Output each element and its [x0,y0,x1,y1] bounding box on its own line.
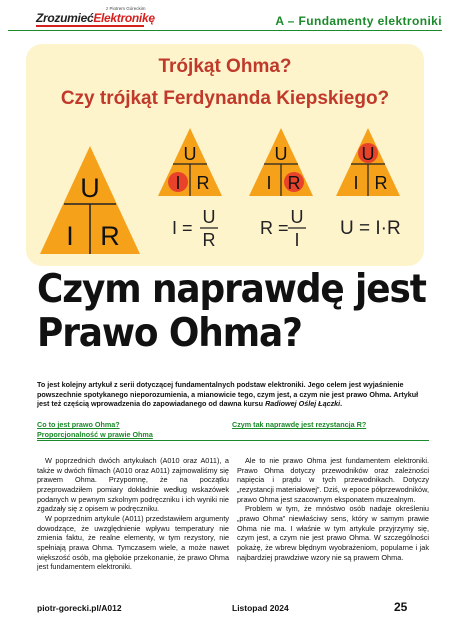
triangle-r: R [100,221,120,251]
footer-date: Listopad 2024 [232,603,289,613]
section-name: Fundamenty elektroniki [298,14,442,28]
paragraph: Problem w tym, że mnóstwo osób nadaje określeniu „prawo Ohma” niewłaściwy sens, który w samym prawie Ohma nie ma. I właśnie w tym artykule przyjrzymy się, czym jest, a czym nie jest prawo Ohma. W szczególności pokażę, że wbrew błędnym wyobrażeniom, popularne i jak najbardziej prawdziwe wzory nie są prawem Ohma. [237,504,429,562]
lead-course: Radiowej Oślej Łączki [265,399,341,409]
footer-site[interactable]: piotr-gorecki.pl/A012 [37,603,122,613]
logo-underline [36,25,144,27]
ohm-triangle-current [158,128,222,196]
triangle-r: R [196,173,210,193]
triangle-u: U [183,144,197,164]
header-rule [8,30,442,31]
formula-numerator: U [290,207,304,227]
article-left-column [37,456,229,572]
ohm-triangle-resistance [249,128,313,196]
triangle-r: R [374,173,388,193]
toc-link-what-is-ohm[interactable]: Co to jest prawo Ohma? [37,420,120,429]
article-lead [37,380,429,409]
formula-voltage: U = I·R [340,218,401,239]
magazine-logo [36,4,155,26]
article-right-column [237,456,429,562]
lead-text: To jest kolejny artykuł z serii dotyczącej fundamentalnych podstaw elektroniki. Jego celem jest wyjaśnienie powszechnie spotykanego nieporozumienia, a mianowicie tego, czym jest, a czym nie jest prawo Ohma. Artykuł jest też częścią wprowadzenia do zapowiadanego od dawna kursu [37,380,419,409]
illustration-title-line1: Trójkąt Ohma? [158,56,292,77]
headline-line2: Prawo Ohma? [37,311,302,356]
headline-line1: Czym naprawdę jest [37,267,426,312]
triangle-u: U [361,144,375,164]
article-headline [37,268,426,356]
formula-numerator: U [202,207,216,227]
ohm-triangle-large [40,146,140,254]
lead-end: . [340,399,343,409]
toc-link-proportionality[interactable]: Proporcjonalność w prawie Ohma [37,430,153,439]
logo-subtitle: z Piotrem Góreckim [106,6,146,11]
triangle-u: U [80,173,100,203]
page-number: 25 [394,600,408,614]
triangle-i: I [175,173,181,193]
toc-link-resistance[interactable]: Czym tak naprawdę jest rezystancja R? [232,420,367,429]
formula-resistance [260,206,316,250]
triangle-u: U [274,144,288,164]
logo-part1: Zrozumieć [36,11,94,25]
formula-current [172,206,228,250]
paragraph: W poprzednich dwóch artykułach (A010 oraz A011), a także w dwóch filmach (A010 oraz A011) zajmowaliśmy się prawem Ohma. Przypomnę, że na początku przeprowadziłem pomiary dokładnie według wskazówek podanych w pewnym szkolnym podręczniku i ich wyniki nie zgadzały się z opisem w podręczniku. [37,456,229,514]
triangle-i: I [266,173,272,193]
formula-denominator: R [202,230,216,250]
paragraph: W poprzednim artykule (A011) przedstawiłem argumenty dowodzące, że uwzględnienie wpływu temperatury nie zmienia faktu, że realne elementy, w tym rezystory, nie spełniają prawa Ohma. Tymczasem wiele, a może nawet większość osób, ma głębokie przekonanie, że prawo Ohma jest fundamentem elektroniki. [37,513,229,572]
section-title [275,14,442,28]
triangle-i: I [353,173,359,193]
formula-lhs: I = [172,218,193,238]
formula-lhs: R = [260,218,289,238]
toc-rule [37,440,429,441]
paragraph: Ale to nie prawo Ohma jest fundamentem elektroniki. Prawo Ohma dotyczy przewodników oraz zależności napięcia i prądu w tych przewodnikach. Dotyczy „rezystancji materiałowej”. Dziś, w epoce półprzewodników, prawo Ohma jest szacownym eksponatem muzealnym. [237,456,429,504]
formula-denominator: I [294,230,300,250]
section-prefix: A – [275,14,299,28]
triangle-i: I [66,221,74,251]
illustration-title-line2: Czy trójkąt Ferdynanda Kiepskiego? [60,88,390,109]
triangle-r: R [287,173,301,193]
logo-part2: Elektronikę [93,11,155,25]
ohm-triangle-voltage [336,128,400,196]
